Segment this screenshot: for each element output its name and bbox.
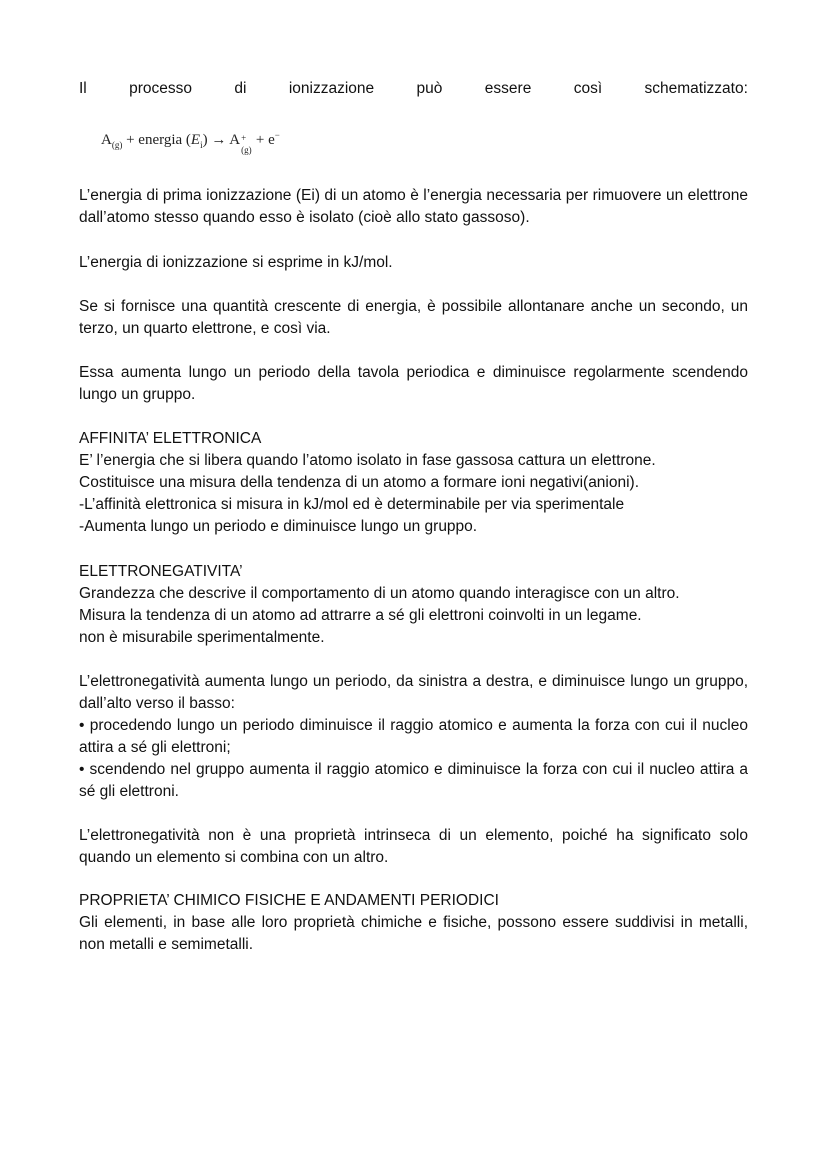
plus-energy: + energia ( <box>126 132 191 148</box>
rhs-supsub <box>240 133 252 155</box>
intro-word: processo <box>129 80 193 97</box>
elettronegativita-trend: L’elettronegatività aumenta lungo un periodo, da sinistra a destra, e diminuisce lungo un gruppo, dall’alto verso il basso: <box>79 673 748 712</box>
lhs-state: (g) <box>111 140 123 150</box>
heading-elettronegativita: ELETTRONEGATIVITA’ <box>79 563 243 580</box>
lhs-atom: A <box>101 132 112 148</box>
section-proprieta <box>79 890 748 956</box>
energy-symbol: E <box>190 132 201 148</box>
affinita-line: -Aumenta lungo un periodo e diminuisce lungo un gruppo. <box>79 518 478 535</box>
paragraph-unit: L’energia di ionizzazione si esprime in kJ/mol. <box>79 254 393 271</box>
elettronegativita-note: L’elettronegatività non è una proprietà intrinseca di un elemento, poiché ha significato solo quando un elemento si combina con un altro. <box>79 827 748 866</box>
intro-word: ionizzazione <box>288 80 375 97</box>
energy-sub: i <box>200 140 203 150</box>
rhs-charge: + <box>241 133 247 143</box>
elettronegativita-line: non è misurabile sperimentalmente. <box>79 629 325 646</box>
intro-word: Il <box>79 80 87 97</box>
paragraph-ionization-energy: L’energia di prima ionizzazione (Ei) di un atomo è l’energia necessaria per rimuovere un elettrone dall’atomo stesso quando esso è isolato (cioè allo stato gassoso). <box>79 187 748 226</box>
section-affinita <box>79 428 748 538</box>
plus-electron: + e <box>255 132 275 148</box>
affinita-line: Costituisce una misura della tendenza di un atomo a formare ioni negativi(anioni). <box>79 474 640 491</box>
intro-word: schematizzato: <box>644 80 748 97</box>
heading-proprieta: PROPRIETA’ CHIMICO FISICHE E ANDAMENTI PERIODICI <box>79 892 499 909</box>
heading-affinita: AFFINITA’ ELETTRONICA <box>79 430 262 447</box>
affinita-line: E’ l’energia che si libera quando l’atomo isolato in fase gassosa cattura un elettrone. <box>79 452 656 469</box>
paragraph-trend: Essa aumenta lungo un periodo della tavola periodica e diminuisce regolarmente scendendo lungo un gruppo. <box>79 364 748 403</box>
proprieta-text: Gli elementi, in base alle loro proprietà chimiche e fisiche, possono essere suddivisi in metalli, non metalli e semimetalli. <box>79 914 748 953</box>
ionization-equation <box>101 124 280 156</box>
elettronegativita-trend-block <box>79 671 748 803</box>
elettronegativita-line: Grandezza che descrive il comportamento di un atomo quando interagisce con un altro. <box>79 585 680 602</box>
paragraph-successive: Se si fornisce una quantità crescente di energia, è possibile allontanare anche un secondo, un terzo, un quarto elettrone, e così via. <box>79 298 748 337</box>
rhs-atom: A <box>229 132 241 148</box>
intro-word: così <box>573 80 603 97</box>
intro-word: essere <box>484 80 532 97</box>
arrow: ) → <box>202 132 227 148</box>
section-elettronegativita <box>79 561 748 649</box>
affinita-line: -L’affinità elettronica si misura in kJ/mol ed è determinabile per via sperimentale <box>79 496 625 513</box>
elettronegativita-bullet: • scendendo nel gruppo aumenta il raggio atomico e diminuisce la forza con cui il nucleo attira a sé gli elettroni. <box>79 761 748 800</box>
intro-word: può <box>416 80 443 97</box>
intro-line <box>79 78 748 100</box>
elettronegativita-bullet: • procedendo lungo un periodo diminuisce il raggio atomico e aumenta la forza con cui il nucleo attira a sé gli elettroni; <box>79 717 748 756</box>
rhs-state: (g) <box>241 145 252 155</box>
electron-charge: − <box>274 130 280 140</box>
intro-word: di <box>234 80 247 97</box>
elettronegativita-line: Misura la tendenza di un atomo ad attrarre a sé gli elettroni coinvolti in un legame. <box>79 607 642 624</box>
